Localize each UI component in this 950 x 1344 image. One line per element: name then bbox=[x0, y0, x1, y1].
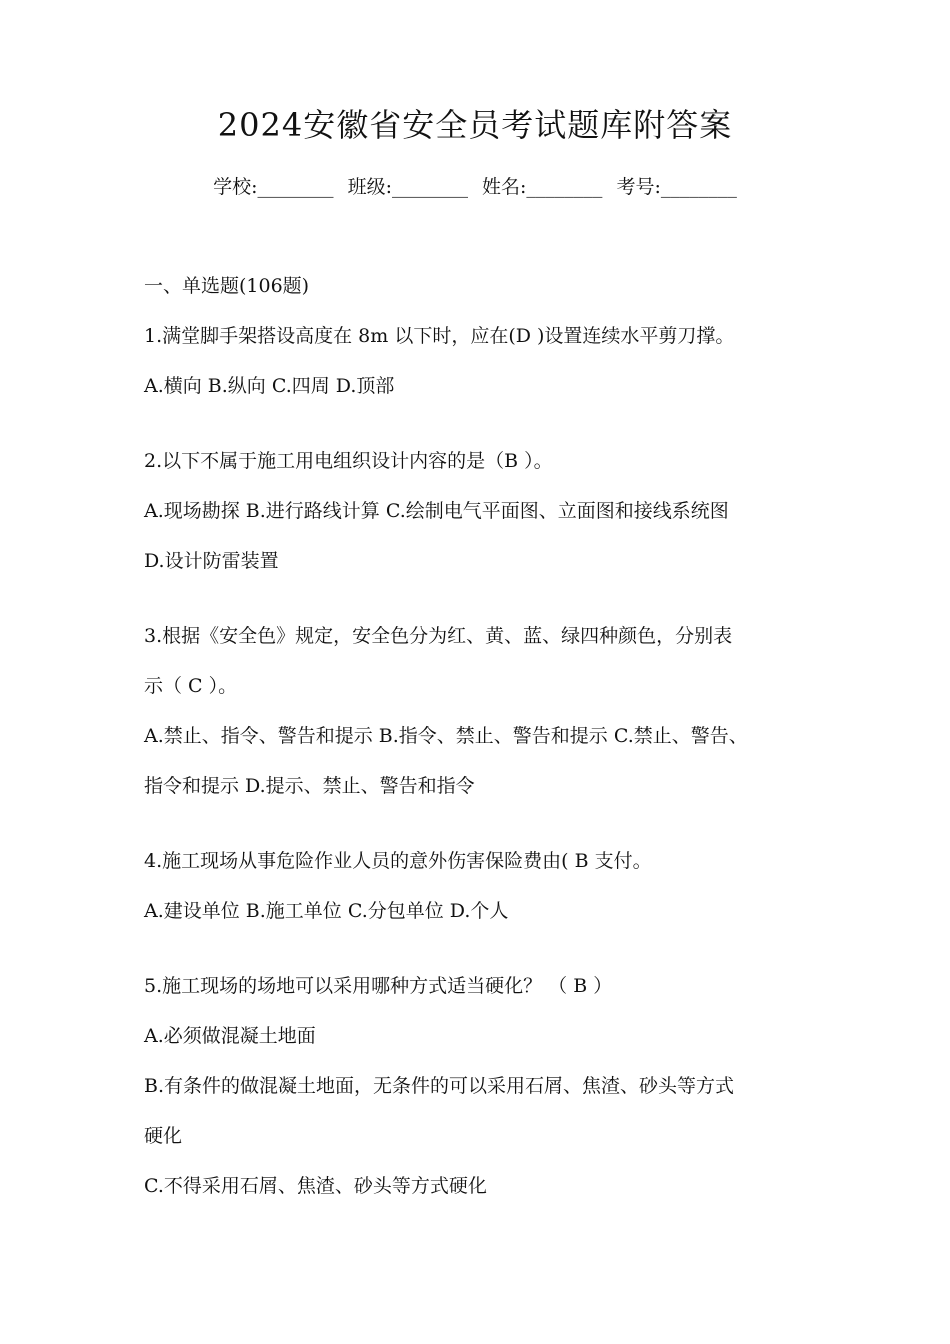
student-info-line bbox=[0, 172, 950, 199]
document-title: 2024安徽省安全员考试题库附答案 bbox=[217, 106, 733, 144]
question-text: 4.施工现场从事危险作业人员的意外伤害保险费由( B 支付。 bbox=[144, 850, 652, 872]
school-field: 学校:________ bbox=[213, 176, 334, 198]
question-4 bbox=[144, 843, 824, 943]
question-text: 5.施工现场的场地可以采用哪种方式适当硬化？ （ B ） bbox=[144, 975, 613, 997]
question-text: 示（ C ）。 bbox=[144, 675, 238, 697]
question-3 bbox=[144, 618, 824, 818]
question-options: 指令和提示 D.提示、禁止、警告和指令 bbox=[144, 775, 475, 797]
question-text: 1.满堂脚手架搭设高度在 8m 以下时，应在(D )设置连续水平剪刀撑。 bbox=[144, 325, 735, 347]
class-field: 班级:________ bbox=[347, 176, 468, 198]
question-options: 硬化 bbox=[144, 1125, 183, 1147]
question-text: 3.根据《安全色》规定，安全色分为红、黄、蓝、绿四种颜色，分别表 bbox=[144, 625, 733, 647]
question-options: A.横向 B.纵向 C.四周 D.顶部 bbox=[144, 375, 395, 397]
question-options: A.必须做混凝土地面 bbox=[144, 1025, 316, 1047]
question-1 bbox=[144, 318, 824, 418]
question-options: A.建设单位 B.施工单位 C.分包单位 D.个人 bbox=[144, 900, 509, 922]
question-options: D.设计防雷装置 bbox=[144, 550, 279, 572]
question-text: 2.以下不属于施工用电组织设计内容的是（B ）。 bbox=[144, 450, 553, 472]
exam-number-field: 考号:________ bbox=[616, 176, 737, 198]
question-5 bbox=[144, 968, 824, 1218]
question-options: A.现场勘探 B.进行路线计算 C.绘制电气平面图、立面图和接线系统图 bbox=[144, 500, 729, 522]
question-options: C.不得采用石屑、焦渣、砂头等方式硬化 bbox=[144, 1175, 487, 1197]
name-field: 姓名:________ bbox=[482, 176, 603, 198]
question-list bbox=[144, 268, 824, 1218]
question-options: B.有条件的做混凝土地面，无条件的可以采用石屑、焦渣、砂头等方式 bbox=[144, 1075, 735, 1097]
section-heading: 一、单选题(106题) bbox=[144, 275, 310, 297]
question-options: A.禁止、指令、警告和提示 B.指令、禁止、警告和提示 C.禁止、警告、 bbox=[144, 725, 748, 747]
question-2 bbox=[144, 443, 824, 593]
